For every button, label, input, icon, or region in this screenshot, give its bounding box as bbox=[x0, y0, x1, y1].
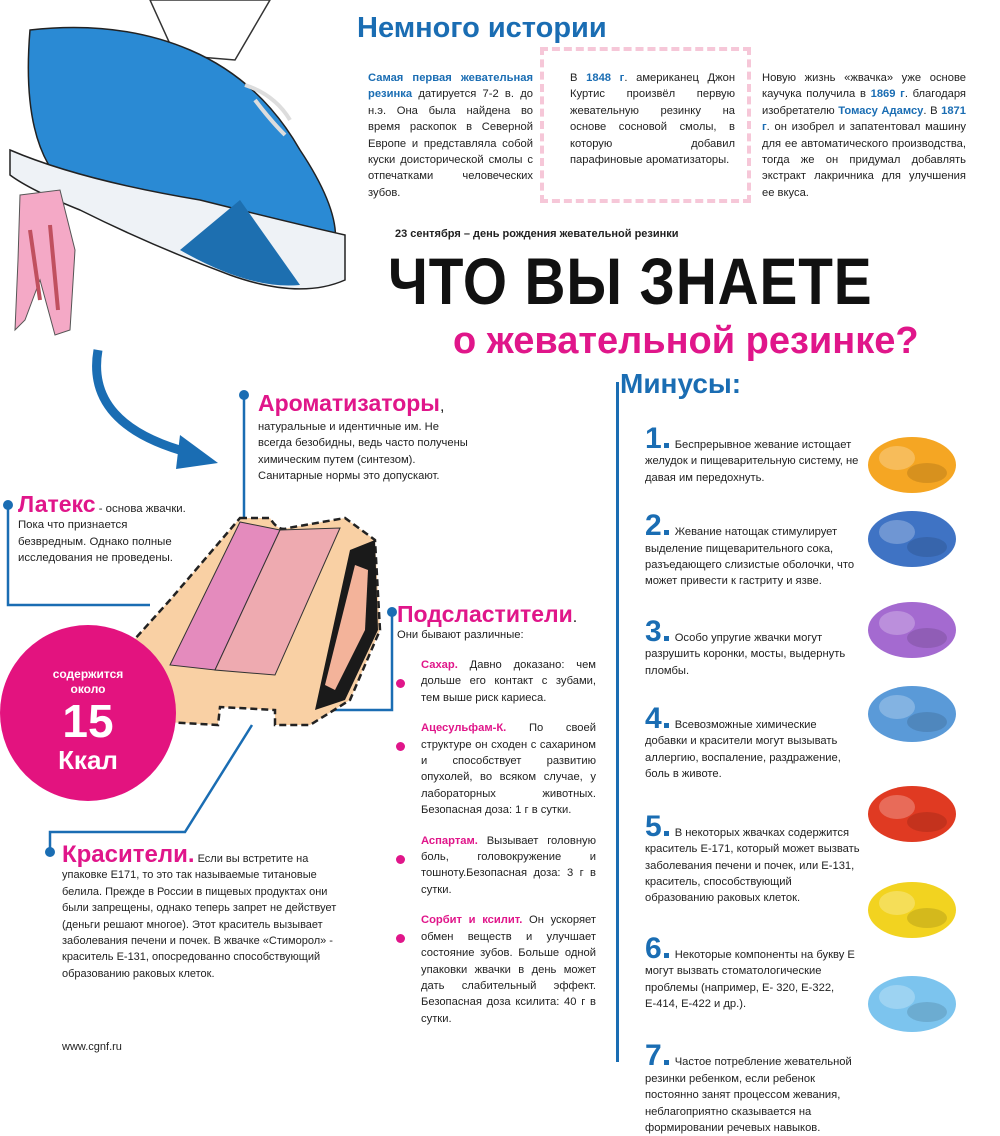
item-number: 6 bbox=[645, 931, 662, 965]
gum-photo bbox=[862, 868, 962, 948]
text: Вызывает головную боль, головокружение и тошноту.Безопасная доза: 3 г в сутки. bbox=[421, 834, 596, 896]
calories-unit: Ккал bbox=[58, 745, 118, 775]
latex-text: - основа жвачки. Пока что признается безвредным. Однако полные исследования не проведены. bbox=[18, 503, 186, 565]
text: . благодаря изобретателю bbox=[762, 88, 966, 117]
dyes-text: Если вы встретите на упаковке Е171, то это так называемые титановые белила. Прежде в России в пищевых продуктах они были запрещены, однако теперь запрет не действует (деньги решают многое). Этот краситель вызывает заболевания печени и почек. В жвачке «Стиморол» - краситель Е-131, опосредованно способствующий образованию раковых клеток. bbox=[62, 853, 337, 980]
sweetener-name: Ацесульфам-К. bbox=[421, 722, 507, 735]
minus-item bbox=[645, 422, 860, 486]
item-text: Некоторые компоненты на букву Е могут вызвать стоматологические проблемы (например, Е- 320, Е-322, Е-414, Е-422 и др.). bbox=[645, 948, 855, 1010]
sweetener-name: Сахар. bbox=[421, 659, 458, 671]
footer-url: www.cgnf.ru bbox=[62, 1041, 122, 1053]
text: . он изобрел и запатентовал машину для ее автоматического производства, тогда же он придумал добавлять экстракт лакричника для улучшения ее вкуса. bbox=[762, 121, 966, 199]
gum-photo bbox=[862, 497, 962, 577]
text: . американец Джон Куртис произвёл первую жевательную резинку на основе сосновой смолы, в которую добавил парафиновые ароматизаторы. bbox=[570, 72, 736, 167]
gum-photo bbox=[862, 772, 962, 852]
inventor-name: Томасу Адамсу bbox=[838, 104, 924, 117]
square-bullet-icon bbox=[664, 636, 669, 641]
history-col-2 bbox=[570, 70, 735, 168]
square-bullet-icon bbox=[664, 1060, 669, 1065]
sweeteners-list bbox=[421, 657, 596, 1027]
text: В bbox=[570, 72, 587, 84]
calories-value: 15 bbox=[62, 695, 114, 747]
sweetener-item bbox=[421, 833, 596, 899]
item-text: Беспрерывное жевание истощает желудок и пищеварительную систему, не давая им передохнуть. bbox=[645, 439, 859, 484]
sweeteners-intro: Они бывают различные: bbox=[397, 629, 524, 641]
bullet-dot bbox=[396, 679, 405, 688]
bullet-dot bbox=[396, 934, 405, 943]
sweetener-name: Аспартам. bbox=[421, 834, 478, 847]
sweetener-item bbox=[421, 720, 596, 818]
minuses-list bbox=[645, 422, 860, 1136]
dyes-block bbox=[62, 841, 338, 982]
text: По своей структуре он сходен с сахарином и способствует развитию опухолей, во всяком случае, у лабораторных животных. Безопасная доза: 1 г в сутки. bbox=[421, 722, 596, 817]
history-title: Немного истории bbox=[357, 12, 607, 44]
headline-line-1: ЧТО ВЫ ЗНАЕТЕ bbox=[388, 244, 873, 318]
item-text: В некоторых жвачках содержится краситель Е-171, который может вызвать заболевания печени и почек, или Е-131, краситель, способствующий образованию раковых клеток. bbox=[645, 826, 860, 905]
item-number: 5 bbox=[645, 809, 662, 843]
sweetener-item bbox=[421, 912, 596, 1027]
minus-item bbox=[645, 702, 860, 783]
minus-item bbox=[645, 614, 860, 679]
minuses-title: Минусы: bbox=[620, 368, 742, 399]
square-bullet-icon bbox=[664, 443, 669, 448]
item-number: 2 bbox=[645, 509, 662, 543]
minuses-divider bbox=[616, 382, 619, 1062]
flavors-title: Ароматизаторы bbox=[258, 390, 440, 416]
item-number: 4 bbox=[645, 702, 662, 736]
gum-photo bbox=[862, 423, 962, 503]
flavors-heading bbox=[258, 390, 444, 417]
history-col-1 bbox=[368, 70, 533, 201]
bullet-dot bbox=[396, 855, 405, 864]
text: Новую жизнь «жвачка» уже основе каучука получила в bbox=[762, 72, 966, 101]
gum-photo bbox=[862, 672, 962, 752]
item-number: 3 bbox=[645, 614, 662, 648]
calories-line-2: около bbox=[70, 682, 106, 696]
sweeteners-title: Подсластители bbox=[397, 601, 573, 627]
item-text: Жевание натощак стимулирует выделение пищеварительного сока, разъедающего слизистые оболочки, что может привести к гастриту и язве. bbox=[645, 526, 855, 588]
text: , bbox=[439, 398, 445, 415]
minus-item bbox=[645, 509, 860, 590]
minus-item bbox=[645, 931, 860, 1013]
calories-line-1: содержится bbox=[52, 667, 124, 681]
item-number: 7 bbox=[645, 1039, 662, 1073]
sweeteners-heading bbox=[397, 601, 577, 628]
square-bullet-icon bbox=[664, 723, 669, 728]
gum-photo bbox=[862, 962, 962, 1042]
gum-photo bbox=[862, 588, 962, 668]
text: Давно доказано: чем дольше его контакт с зубами, тем выше риск кариеса. bbox=[421, 659, 596, 704]
highlight: Самая первая жевательная резинка bbox=[368, 72, 533, 101]
latex-block bbox=[18, 491, 193, 567]
calories-badge bbox=[0, 625, 176, 801]
dyes-title: Красители. bbox=[62, 841, 195, 868]
year: 1869 г bbox=[870, 88, 905, 101]
text: Он ускоряет обмен веществ и улучшает состояние зубов. Больше одной упаковки жвачки в день может дать слабительный эффект. Безопасная доза ксилита: 40 г в сутки. bbox=[421, 914, 596, 1025]
square-bullet-icon bbox=[664, 530, 669, 535]
shoe-with-gum-illustration bbox=[0, 0, 350, 345]
year: 1871 г bbox=[762, 104, 966, 134]
headline-line-2: о жевательной резинке? bbox=[453, 320, 919, 362]
minus-item bbox=[645, 809, 860, 907]
square-bullet-icon bbox=[664, 953, 669, 958]
history-col-3 bbox=[762, 70, 966, 201]
text: . В bbox=[923, 104, 942, 117]
sweetener-item bbox=[421, 657, 596, 706]
item-text: Частое потребление жевательной резинки ребенком, если ребенок постоянно занят процессом жевания, неблагоприятно сказывается на формировании речевых навыков. bbox=[645, 1056, 852, 1134]
date-line: 23 сентября – день рождения жевательной резинки bbox=[395, 228, 679, 240]
item-text: Всевозможные химические добавки и красители могут вызывать аллергию, воспаление, раздражение, боль в животе. bbox=[645, 719, 841, 781]
square-bullet-icon bbox=[664, 831, 669, 836]
item-text: Особо упругие жвачки могут разрушить коронки, мосты, выдернуть пломбы. bbox=[645, 631, 846, 677]
text: . bbox=[572, 609, 578, 626]
item-number: 1 bbox=[645, 422, 662, 455]
text: датируется 7-2 в. до н.э. Она была найдена во время раскопок в Северной Европе и представляла собой куски доисторической смолы с отпечатками человеческих зубов. bbox=[368, 88, 533, 199]
sweetener-name: Сорбит и ксилит. bbox=[421, 914, 523, 927]
flavors-text: натуральные и идентичные им. Не всегда безобидны, ведь часто получены химическим путем (синтезом). Санитарные нормы это допускают. bbox=[258, 421, 468, 483]
latex-title: Латекс bbox=[18, 491, 96, 517]
minus-item bbox=[645, 1039, 860, 1136]
year: 1848 г bbox=[586, 72, 625, 84]
